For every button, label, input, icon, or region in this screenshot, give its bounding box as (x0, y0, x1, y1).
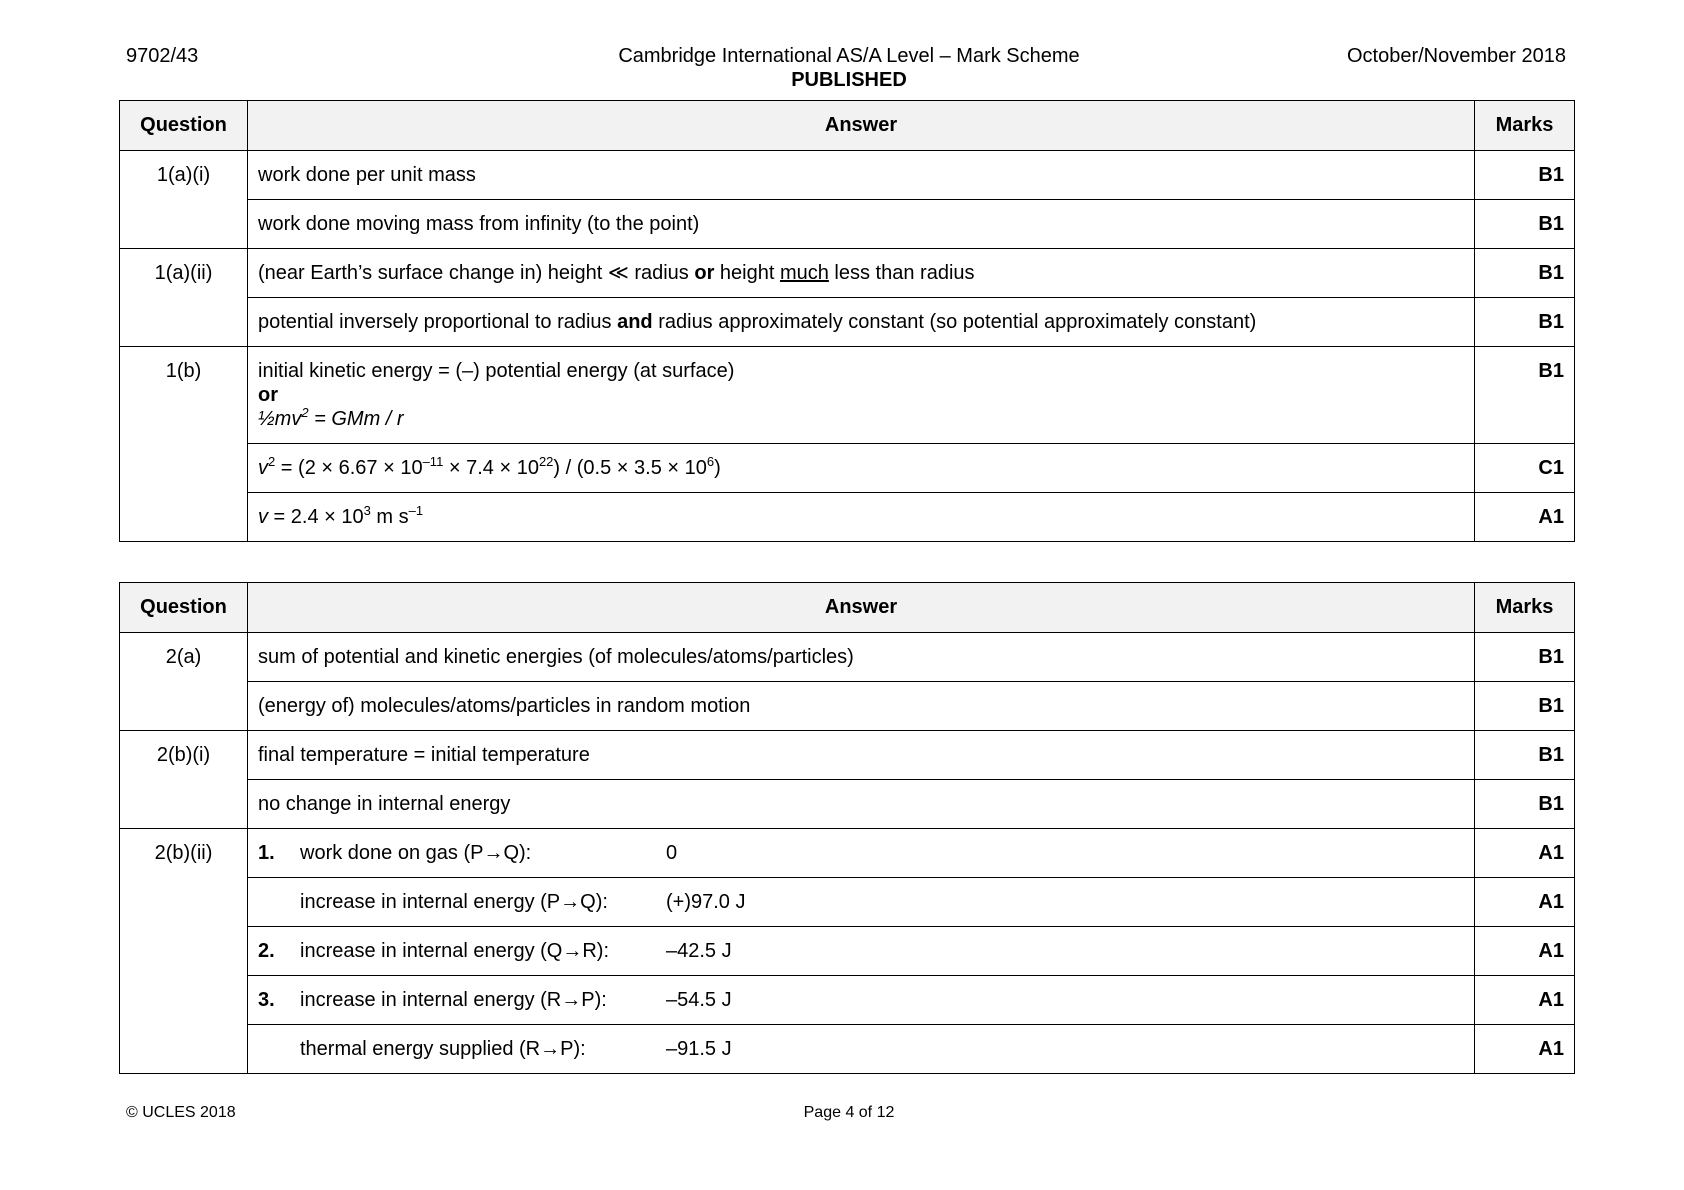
equation-part: m s (370, 506, 409, 528)
variable-v: v (258, 457, 268, 479)
item-value: –42.5 J (666, 940, 732, 962)
table-row (120, 151, 1575, 200)
mark-cell: B1 (1475, 347, 1575, 444)
or-keyword: or (694, 262, 715, 284)
mark-cell: B1 (1475, 249, 1575, 298)
item-value: 0 (666, 842, 678, 864)
underlined-word: much (779, 262, 829, 284)
table-row (120, 298, 1575, 347)
item-number: 3. (258, 989, 275, 1011)
equation-part: ½mv (258, 408, 302, 430)
answer-cell (248, 347, 1475, 444)
answer-cell (248, 493, 1475, 542)
item-value: –91.5 J (666, 1038, 732, 1060)
question-label: 2(a) (120, 633, 248, 731)
table-row (120, 682, 1575, 731)
mark-cell: B1 (1475, 780, 1575, 829)
mark-cell: A1 (1475, 1025, 1575, 1074)
answer-cell (248, 444, 1475, 493)
table-row (120, 249, 1575, 298)
and-keyword: and (617, 311, 653, 333)
variable-v: v (258, 506, 268, 528)
question-label: 1(a)(ii) (120, 249, 248, 347)
page-number: Page 4 of 12 (803, 1104, 895, 1121)
equation (258, 407, 1464, 431)
answer-text: radius approximately constant (so potential approximately constant) (652, 311, 1257, 333)
table-row (120, 731, 1575, 780)
mark-cell: A1 (1475, 927, 1575, 976)
question-1-table (119, 100, 1575, 542)
equation-part: ) / (0.5 × 3.5 × 10 (553, 457, 707, 479)
item-number: 1. (258, 842, 275, 864)
equation-part: = GMm / r (308, 408, 404, 430)
answer-cell: work done moving mass from infinity (to the point) (248, 200, 1475, 249)
marks-header: Marks (1475, 101, 1575, 151)
item-label: work done on gas (P→Q): (300, 842, 532, 864)
mark-cell: A1 (1475, 829, 1575, 878)
mark-cell: C1 (1475, 444, 1575, 493)
table-row (120, 829, 1575, 878)
table-header-row (120, 101, 1575, 151)
answer-text: (near Earth’s surface change in) height ≪ radius (258, 262, 695, 284)
question-label: 2(b)(ii) (120, 829, 248, 1074)
superscript: 22 (538, 454, 554, 469)
mark-cell: B1 (1475, 298, 1575, 347)
item-value: –54.5 J (666, 989, 732, 1011)
paper-code: 9702/43 (126, 45, 199, 67)
table-row (120, 878, 1575, 927)
mark-cell: B1 (1475, 731, 1575, 780)
exam-session: October/November 2018 (1346, 45, 1566, 67)
answer-text: initial kinetic energy = (–) potential energy (at surface) (258, 360, 735, 382)
mark-cell: B1 (1475, 633, 1575, 682)
question-label: 1(a)(i) (120, 151, 248, 249)
equation-part: ) (714, 457, 721, 479)
equation-part: × 7.4 × 10 (443, 457, 539, 479)
answer-cell (248, 298, 1475, 347)
answer-cell (248, 1025, 1475, 1074)
table-row (120, 633, 1575, 682)
table-header-row (120, 583, 1575, 633)
table-row (120, 493, 1575, 542)
table-row (120, 444, 1575, 493)
mark-cell: A1 (1475, 493, 1575, 542)
answer-header: Answer (248, 101, 1475, 151)
copyright-notice: © UCLES 2018 (126, 1104, 236, 1121)
published-label: PUBLISHED (791, 69, 907, 91)
answer-cell: sum of potential and kinetic energies (of molecules/atoms/particles) (248, 633, 1475, 682)
answer-cell: (energy of) molecules/atoms/particles in random motion (248, 682, 1475, 731)
question-label: 1(b) (120, 347, 248, 542)
mark-cell: A1 (1475, 976, 1575, 1025)
superscript: 6 (706, 454, 715, 469)
superscript: 3 (363, 503, 371, 518)
superscript: 2 (268, 454, 276, 469)
marks-header: Marks (1475, 583, 1575, 633)
answer-cell (248, 927, 1475, 976)
superscript: 2 (301, 405, 309, 420)
answer-cell: work done per unit mass (248, 151, 1475, 200)
item-number: 2. (258, 940, 275, 962)
answer-cell (248, 878, 1475, 927)
item-label: thermal energy supplied (R→P): (300, 1038, 586, 1060)
table-row (120, 976, 1575, 1025)
item-label: increase in internal energy (Q→R): (300, 940, 610, 962)
equation-part: = (2 × 6.67 × 10 (275, 457, 423, 479)
answer-cell: final temperature = initial temperature (248, 731, 1475, 780)
mark-cell: B1 (1475, 151, 1575, 200)
answer-header: Answer (248, 583, 1475, 633)
question-2-table (119, 582, 1575, 1074)
answer-text: potential inversely proportional to radius (258, 311, 618, 333)
table-row (120, 1025, 1575, 1074)
mark-scheme-title: Cambridge International AS/A Level – Mark Scheme (618, 45, 1080, 67)
equation-part: = 2.4 × 10 (268, 506, 364, 528)
table-row (120, 347, 1575, 444)
item-value: (+)97.0 J (666, 891, 746, 913)
superscript: –11 (422, 454, 444, 469)
answer-cell (248, 976, 1475, 1025)
or-keyword: or (258, 384, 278, 406)
question-header: Question (120, 101, 248, 151)
answer-cell (248, 249, 1475, 298)
superscript: –1 (408, 503, 424, 518)
mark-cell: B1 (1475, 682, 1575, 731)
answer-text: less than radius (828, 262, 975, 284)
table-row (120, 780, 1575, 829)
mark-cell: B1 (1475, 200, 1575, 249)
question-header: Question (120, 583, 248, 633)
table-row (120, 200, 1575, 249)
item-label: increase in internal energy (R→P): (300, 989, 607, 1011)
mark-cell: A1 (1475, 878, 1575, 927)
question-label: 2(b)(i) (120, 731, 248, 829)
answer-cell: no change in internal energy (248, 780, 1475, 829)
table-row (120, 927, 1575, 976)
item-label: increase in internal energy (P→Q): (300, 891, 608, 913)
answer-cell (248, 829, 1475, 878)
answer-text: height (714, 262, 780, 284)
